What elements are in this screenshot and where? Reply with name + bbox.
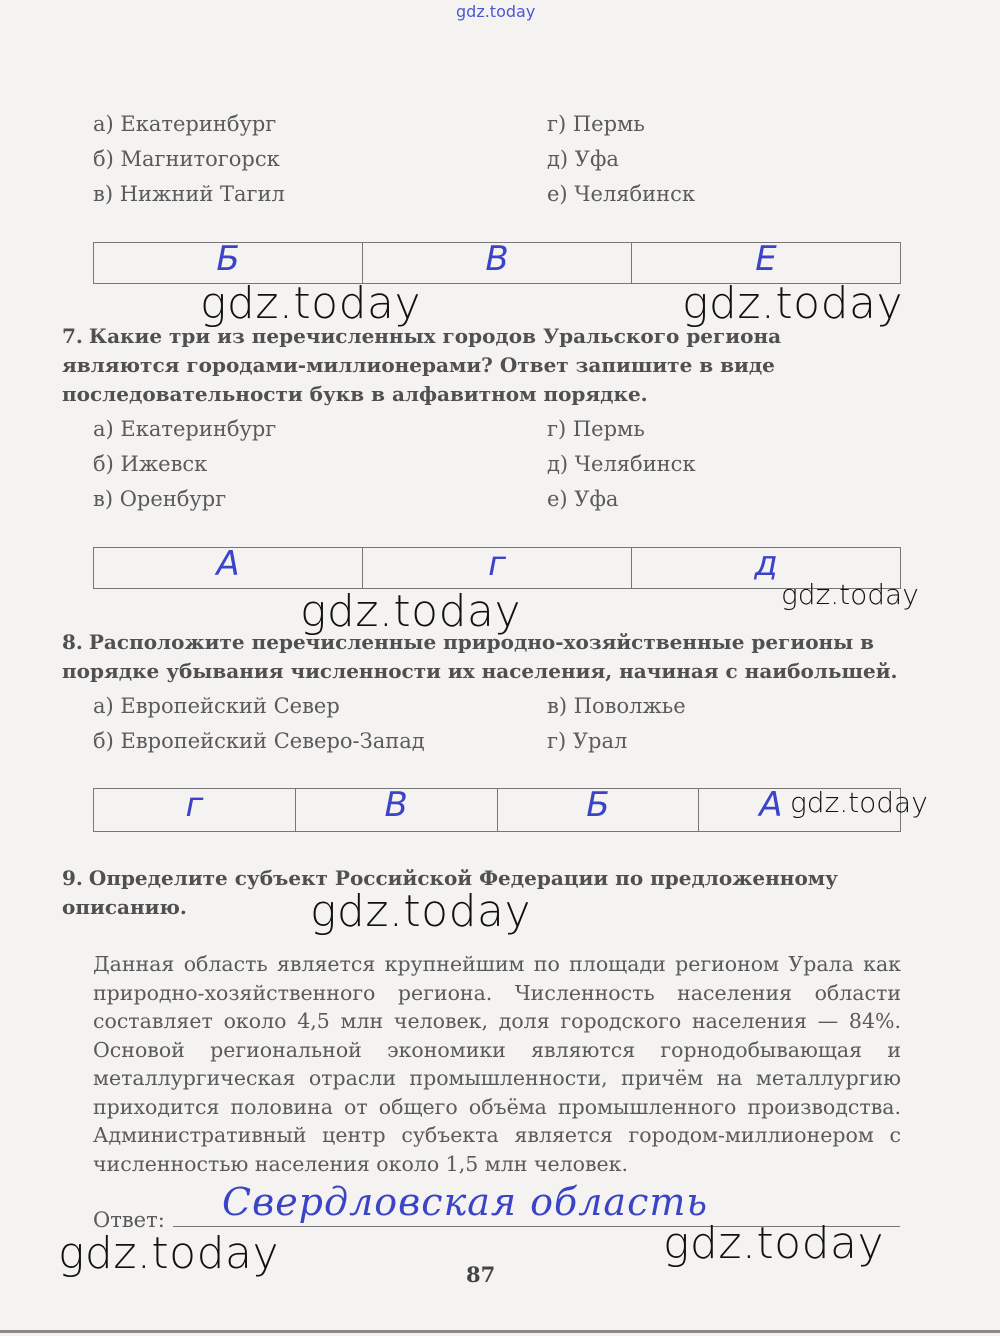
q8-answer-4: А [759, 785, 783, 825]
q8-answer-cell [94, 785, 296, 831]
top-watermark: gdz.today [456, 2, 536, 21]
watermark: gdz.today [790, 786, 928, 819]
watermark: gdz.today [310, 886, 532, 937]
q7-answer-2: г [488, 544, 506, 584]
q6-answer-cell [94, 239, 363, 283]
q8-text [62, 628, 900, 686]
q7-answer-3: д [754, 544, 778, 584]
q8-answer-2: В [384, 785, 408, 825]
q8-option-a: а) Европейский Север [93, 694, 340, 718]
q7-answer-1: А [216, 544, 240, 584]
q7-text [62, 322, 900, 409]
q9-question: Определите субъект Российской Федерации по предложенному описанию. [62, 866, 838, 919]
q7-answer-cell [363, 544, 632, 588]
q6-option-f: е) Челябинск [547, 182, 696, 206]
page-bottom-edge [0, 1330, 1000, 1333]
q9-answer-handwritten: Свердловская область [222, 1180, 709, 1224]
q9-description: Данная область является крупнейшим по площади регионом Урала как природно-хозяйственного региона. Численность населения области составляет около 4,5 млн человек, доля городского населения — 84%. Основой региональной экономики являются горнодобывающая и металлургическая отрасли промышленности, причём на металлургию приходится половина от общего объёма промышленного производства. Административный центр субъекта является городом-миллионером с численностью населения около 1,5 млн человек. [93, 952, 901, 1176]
q7-option-f: е) Уфа [547, 487, 619, 511]
q8-question: Расположите перечисленные природно-хозяйственные регионы в порядке убывания численности их населения, начиная с наибольшей. [62, 630, 898, 683]
q8-answer-3: Б [586, 785, 610, 825]
q7-option-c: в) Оренбург [93, 487, 227, 511]
watermark: gdz.today [663, 1218, 885, 1269]
q8-option-b: б) Европейский Северо-Запад [93, 729, 425, 753]
q7-answer-cell [94, 544, 363, 588]
q7-question: Какие три из перечисленных городов Уральского региона являются городами-миллионерами? Ответ запишите в виде последовательности букв в алфавитном порядке. [62, 324, 782, 406]
watermark: gdz.today [58, 1228, 280, 1279]
q6-answer-cell [632, 239, 900, 283]
q7-option-b: б) Ижевск [93, 452, 208, 476]
q6-option-a: а) Екатеринбург [93, 112, 277, 136]
q7-option-a: а) Екатеринбург [93, 417, 277, 441]
q6-answer-3: Е [755, 239, 777, 279]
q8-number: 8. [62, 630, 83, 654]
q8-option-d: г) Урал [547, 729, 628, 753]
watermark: gdz.today [682, 278, 904, 329]
q7-answer-box [93, 544, 901, 589]
page-number: 87 [466, 1262, 496, 1287]
q6-option-e: д) Уфа [547, 147, 619, 171]
watermark: gdz.today [781, 578, 919, 611]
q7-number: 7. [62, 324, 83, 348]
q7-option-e: д) Челябинск [547, 452, 696, 476]
q8-answer-box [93, 785, 901, 832]
q8-option-c: в) Поволжье [547, 694, 686, 718]
q8-answer-cell [498, 785, 700, 831]
q6-option-b: б) Магнитогорск [93, 147, 280, 171]
q7-option-d: г) Пермь [547, 417, 645, 441]
q8-answer-cell [296, 785, 498, 831]
q9-number: 9. [62, 866, 83, 890]
q6-option-d: г) Пермь [547, 112, 645, 136]
watermark: gdz.today [300, 586, 522, 637]
q8-answer-1: г [185, 785, 204, 825]
q6-option-c: в) Нижний Тагил [93, 182, 285, 206]
watermark: gdz.today [200, 278, 422, 329]
q6-answer-2: В [485, 239, 509, 279]
answer-label: Ответ: [93, 1208, 165, 1232]
q6-answer-1: Б [216, 239, 240, 279]
q6-answer-cell [363, 239, 632, 283]
